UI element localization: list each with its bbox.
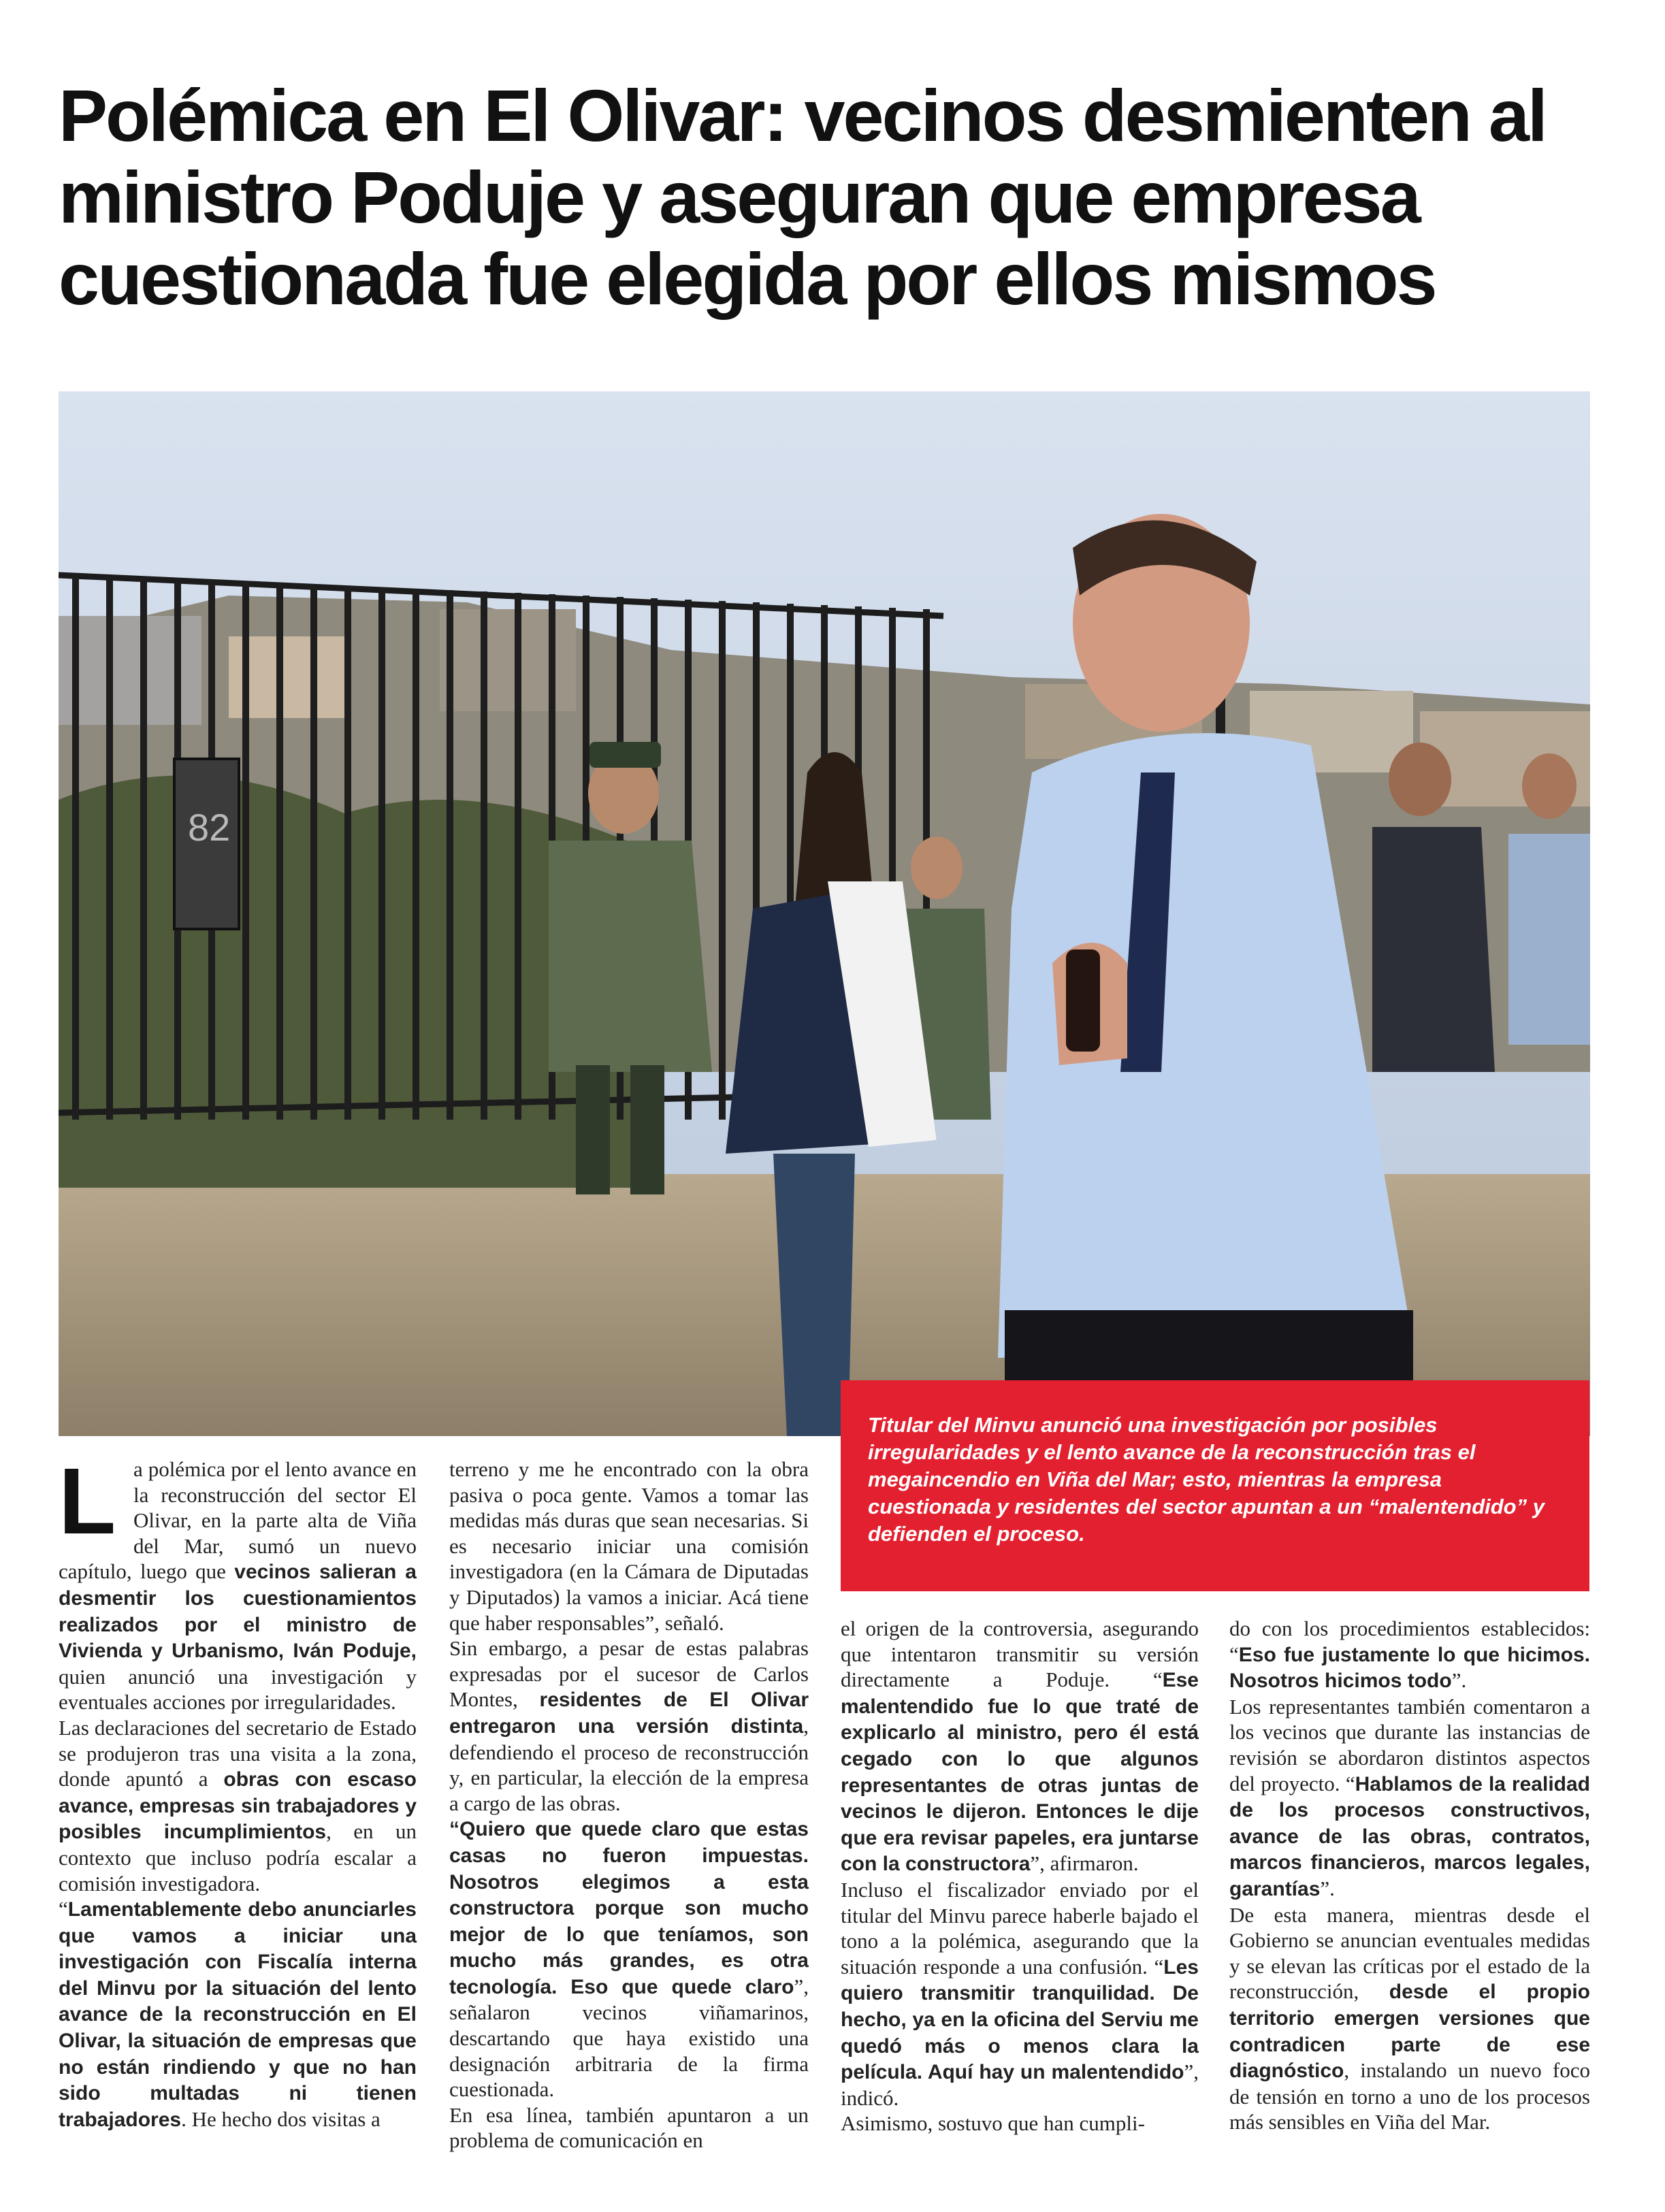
text-run: terreno y me he encontrado con la obra pasiva o poca gente. Vamos a tomar las medidas más duras que sean necesarias. Si es necesario iniciar una comisión investigadora (en la Cámara de Diputadas y Diputados) la vamos a iniciar. Acá tiene que haber responsables”, señaló.: [449, 1457, 809, 1635]
paragraph: [59, 1896, 417, 2132]
gate-number: 82: [188, 806, 231, 849]
text-run: ”.: [1320, 1876, 1335, 1900]
text-run: Las declaraciones del secretario de Estado se produjeron tras una visita a la zona, donde apuntó a: [59, 1715, 417, 1791]
text-run: Sin embargo, a pesar de estas palabras expresadas por el sucesor de Carlos Montes,: [449, 1636, 809, 1712]
bold-run: Eso fue justamente lo que hicimos. Nosotros hicimos todo: [1229, 1643, 1590, 1693]
text-run: quien anunció una investigación y eventuales acciones por irregularidades.: [59, 1664, 417, 1714]
paragraph: [449, 1457, 809, 1636]
paragraph: [449, 1816, 809, 2102]
bold-run: desde el propio territorio emergen versiones que contradicen parte de ese diagnóstico: [1229, 1981, 1590, 2083]
text-run: ”.: [1451, 1668, 1467, 1693]
paragraph: [59, 1715, 417, 1896]
paragraph: [841, 1877, 1199, 2111]
paragraph: [841, 2111, 1199, 2136]
headline: Polémica en El Olivar: vecinos desmienten al ministro Poduje y aseguran que empresa cuestionada fue elegida por ellos mismos: [59, 74, 1546, 321]
text-run: Incluso el fiscalizador enviado por el titular del Minvu parece haberle bajado el tono a la polémica, asegurando que la situación responde a una confusión. “: [841, 1877, 1199, 1979]
text-run: ”, indicó.: [841, 2060, 1199, 2110]
article-column-4: [1229, 1616, 1590, 2135]
text-run: , instalando un nuevo foco de tensión en torno a uno de los procesos más sensibles en Viña del Mar.: [1229, 2058, 1590, 2134]
text-run: . He hecho dos visitas a: [181, 2107, 381, 2131]
article-column-1: [59, 1449, 417, 2132]
paragraph: [449, 1636, 809, 1816]
article-column-3: [841, 1616, 1199, 2136]
article-photo: [59, 391, 1590, 1436]
text-run: Los representantes también comentaron a los vecinos que durante las instancias de revisión se abordaron distintos aspectos del proyecto. “: [1229, 1694, 1590, 1795]
text-run: , defendiendo el proceso de reconstrucción y, en particular, la elección de la empresa a cargo de las obras.: [449, 1713, 809, 1815]
text-run: , en un contexto que incluso podría escalar a comisión investigadora.: [59, 1819, 417, 1896]
bold-run: “Quiero que quede claro que estas casas no fueron impuestas. Nosotros elegimos a esta constructora porque son mucho mejor de lo que teníamos, son mucho más grandes, es otra tecnología. Eso que quede claro: [449, 1818, 809, 1998]
text-run: el origen de la controversia, asegurando que intentaron transmitir su versión directamente a Poduje. “: [841, 1616, 1199, 1692]
bold-run: Lamentablemente debo anunciarles que vamos a iniciar una investigación con Fiscalía interna del Minvu por la situación del lento avance de la reconstrucción en El Olivar, la situación de empresas que no están rindiendo y que no han sido multadas ni tienen trabajadores: [59, 1898, 417, 2131]
bold-run: Hablamos de la realidad de los procesos constructivos, avance de las obras, contratos, marcos financieros, marcos legales, garantías: [1229, 1772, 1590, 1900]
text-run: a polémica por el lento avance en la reconstrucción del sector El Olivar, en la parte alta de Viña del Mar, sumó un nuevo capítulo, luego que: [59, 1457, 417, 1584]
text-run: ”, afirmaron.: [1030, 1851, 1139, 1876]
paragraph: [1229, 1902, 1590, 2135]
article-column-2: [449, 1457, 809, 2153]
text-run: do con los procedimientos establecidos: “: [1229, 1616, 1590, 1666]
photo-caption: Titular del Minvu anunció una investigación por posibles irregularidades y el lento avance de la reconstrucción tras el megaincendio en Viña del Mar; esto, mientras la empresa cuestionada y residentes del sector apuntan a un “malentendido” y defienden el proceso.: [841, 1380, 1589, 1591]
bold-run: residentes de El Olivar entregaron una versión distinta: [449, 1689, 809, 1738]
drop-cap: L: [59, 1449, 116, 1554]
bold-run: Les quiero transmitir tranquilidad. De hecho, ya en la oficina del Serviu me quedó más o menos clara la película. Aquí hay un malentendido: [841, 1955, 1199, 2084]
paragraph: [841, 1616, 1199, 1877]
bold-run: Ese malentendido fue lo que traté de explicarlo al ministro, pero él está cegado con lo que algunos representantes de otras juntas de vecinos le dijeron. Entonces le dije que era revisar papeles, era juntarse con la constructora: [841, 1669, 1199, 1876]
bold-run: vecinos salieran a desmentir los cuestionamientos realizados por el ministro de Vivienda y Urbanismo, Iván Poduje,: [59, 1561, 417, 1663]
text-run: ”, señalaron vecinos viñamarinos, descartando que haya existido una designación arbitraria de la firma cuestionada.: [449, 1974, 809, 2102]
text-run: De esta manera, mientras desde el Gobierno se anuncian eventuales medidas y se elevan las críticas por el estado de la reconstrucción,: [1229, 1902, 1590, 2004]
lead-paragraph: [59, 1449, 417, 1715]
text-run: Asimismo, sostuvo que han cumpli-: [841, 2111, 1145, 2136]
paragraph: [1229, 1616, 1590, 1694]
text-run: En esa línea, también apuntaron a un problema de comunicación en: [449, 2102, 809, 2153]
paragraph: [449, 2102, 809, 2153]
text-run: “: [59, 1897, 68, 1921]
bold-run: obras con escaso avance, empresas sin trabajadores y posibles incumplimientos: [59, 1768, 417, 1844]
paragraph: [1229, 1694, 1590, 1902]
